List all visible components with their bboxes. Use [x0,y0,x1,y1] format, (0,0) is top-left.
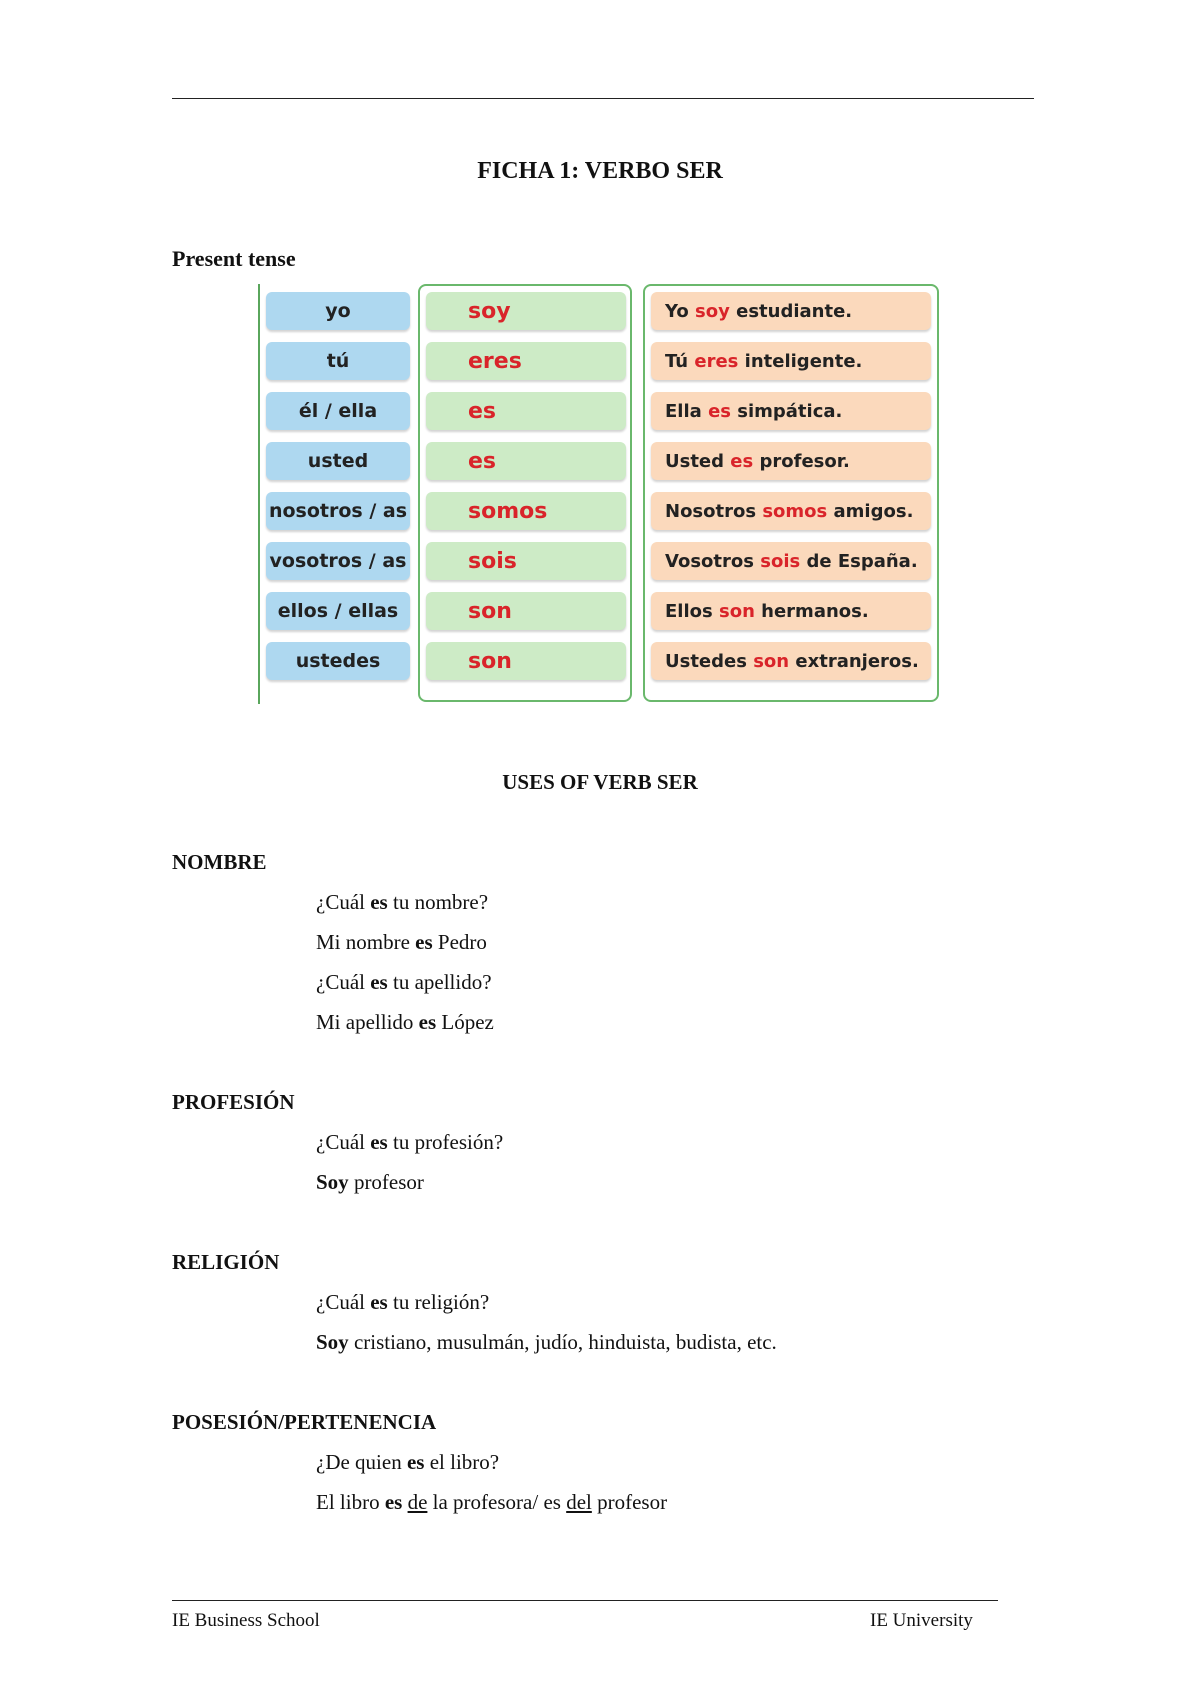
page-title: FICHA 1: VERBO SER [477,158,723,184]
present-tense-heading: Present tense [172,246,296,271]
footer-rule [172,1600,998,1601]
example-line: Mi nombre es Pedro [316,930,487,954]
conjugation-row [258,492,940,534]
example-line: ¿Cuál es tu religión? [316,1290,490,1314]
example-cell: Ella es simpática. [651,392,931,430]
footer-right: IE University [870,1610,973,1631]
example-line: Soy cristiano, musulmán, judío, hinduista, budista, etc. [316,1330,777,1354]
verb-cell: es [426,442,626,480]
example-line: Soy profesor [316,1170,424,1194]
example-line: ¿Cuál es tu nombre? [316,890,489,914]
pronoun-cell: nosotros / as [266,492,410,530]
pronoun-cell: tú [266,342,410,380]
verb-cell: eres [426,342,626,380]
verb-cell: son [426,642,626,680]
verb-cell: sois [426,542,626,580]
example-line: ¿Cuál es tu profesión? [316,1130,504,1154]
example-cell: Ustedes son extranjeros. [651,642,931,680]
pronoun-cell: ellos / ellas [266,592,410,630]
section-heading-nombre: NOMBRE [172,850,267,874]
example-line: ¿De quien es el libro? [316,1450,500,1474]
section-heading-posesion: POSESIÓN/PERTENENCIA [172,1410,437,1434]
footer-left: IE Business School [172,1610,320,1631]
pronoun-cell: vosotros / as [266,542,410,580]
verb-cell: somos [426,492,626,530]
pronoun-cell: usted [266,442,410,480]
example-cell: Yo soy estudiante. [651,292,931,330]
example-cell: Tú eres inteligente. [651,342,931,380]
section-heading-religion: RELIGIÓN [172,1250,280,1274]
header-rule [172,98,1034,99]
uses-title: USES OF VERB SER [502,770,698,794]
verb-cell: son [426,592,626,630]
example-cell: Nosotros somos amigos. [651,492,931,530]
example-cell: Vosotros sois de España. [651,542,931,580]
example-cell: Usted es profesor. [651,442,931,480]
conjugation-row [258,592,940,634]
example-line: Mi apellido es López [316,1010,494,1034]
pronoun-cell: ustedes [266,642,410,680]
conjugation-row [258,342,940,384]
pronoun-cell: él / ella [266,392,410,430]
conjugation-row [258,642,940,684]
verb-cell: es [426,392,626,430]
example-line: El libro es de la profesora/ es del profesor [316,1490,668,1514]
conjugation-row [258,392,940,434]
conjugation-row [258,442,940,484]
conjugation-table [258,284,940,704]
example-line: ¿Cuál es tu apellido? [316,970,492,994]
verb-cell: soy [426,292,626,330]
example-cell: Ellos son hermanos. [651,592,931,630]
conjugation-row [258,542,940,584]
pronoun-cell: yo [266,292,410,330]
section-heading-profesion: PROFESIÓN [172,1090,295,1114]
conjugation-row [258,292,940,334]
